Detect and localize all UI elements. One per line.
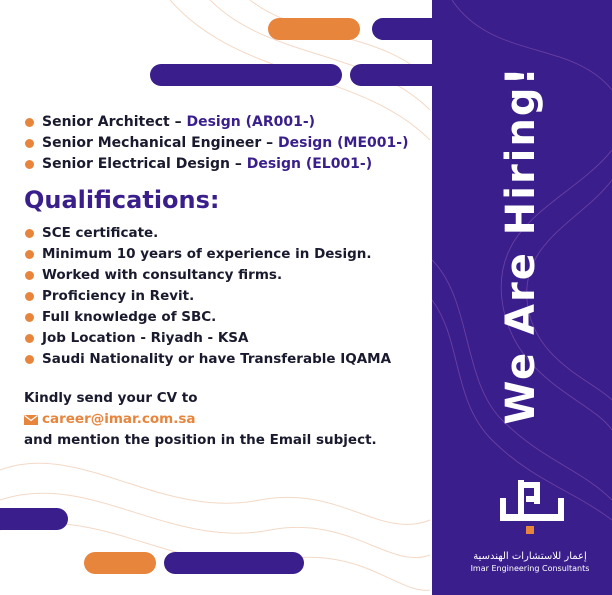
qualification-item (24, 307, 424, 328)
job-item (24, 154, 424, 175)
qualification-text: Worked with consultancy firms. (42, 267, 283, 283)
qualification-item (24, 223, 424, 244)
logo-mark-icon (480, 478, 580, 546)
call-to-action (24, 388, 424, 451)
qualification-text: Saudi Nationality or have Transferable IQAMA (42, 351, 392, 367)
brand-name-english: Imar Engineering Consultants (470, 564, 590, 573)
email-row[interactable] (24, 409, 424, 430)
bullet-icon (25, 229, 34, 238)
job-list (24, 112, 424, 175)
bullet-icon (25, 271, 34, 280)
job-title: Senior Mechanical Engineer – (42, 135, 274, 151)
bullet-icon (25, 292, 34, 301)
cta-outro: and mention the position in the Email subject. (24, 432, 377, 448)
company-logo (460, 478, 600, 574)
bullet-icon (25, 118, 34, 127)
qualification-item (24, 244, 424, 265)
qualifications-heading: Qualifications: (24, 186, 220, 214)
bullet-icon (25, 355, 34, 364)
job-item (24, 133, 424, 154)
cta-intro: Kindly send your CV to (24, 390, 198, 406)
banner-title: We Are Hiring! (498, 65, 544, 425)
decor-pill-purple-mid (150, 64, 342, 86)
email-link[interactable]: career@imar.com.sa (42, 411, 196, 427)
job-title: Senior Architect – (42, 114, 182, 130)
bullet-icon (25, 139, 34, 148)
qualification-text: SCE certificate. (42, 225, 159, 241)
qualifications-list (24, 223, 424, 370)
job-title: Senior Electrical Design – (42, 156, 242, 172)
mail-icon (24, 415, 38, 425)
qualification-item (24, 286, 424, 307)
bullet-icon (25, 250, 34, 259)
job-code: Design (AR001-) (186, 114, 316, 130)
decor-pill-orange-bottom (84, 552, 156, 574)
decor-pill-purple-bottom (164, 552, 304, 574)
qualification-text: Minimum 10 years of experience in Design. (42, 246, 372, 262)
job-code: Design (EL001-) (246, 156, 373, 172)
qualification-item (24, 349, 424, 370)
decor-pill-orange-top (268, 18, 360, 40)
brand-name-arabic: إعمار للاستشارات الهندسية (473, 551, 587, 562)
qualification-text: Full knowledge of SBC. (42, 309, 217, 325)
qualification-text: Job Location - Riyadh - KSA (42, 330, 249, 346)
job-code: Design (ME001-) (278, 135, 409, 151)
qualification-item (24, 328, 424, 349)
qualification-text: Proficiency in Revit. (42, 288, 195, 304)
main-content (24, 112, 424, 451)
decor-pill-purple-bottom-left (0, 508, 68, 530)
bullet-icon (25, 313, 34, 322)
bullet-icon (25, 160, 34, 169)
bullet-icon (25, 334, 34, 343)
job-item (24, 112, 424, 133)
qualification-item (24, 265, 424, 286)
